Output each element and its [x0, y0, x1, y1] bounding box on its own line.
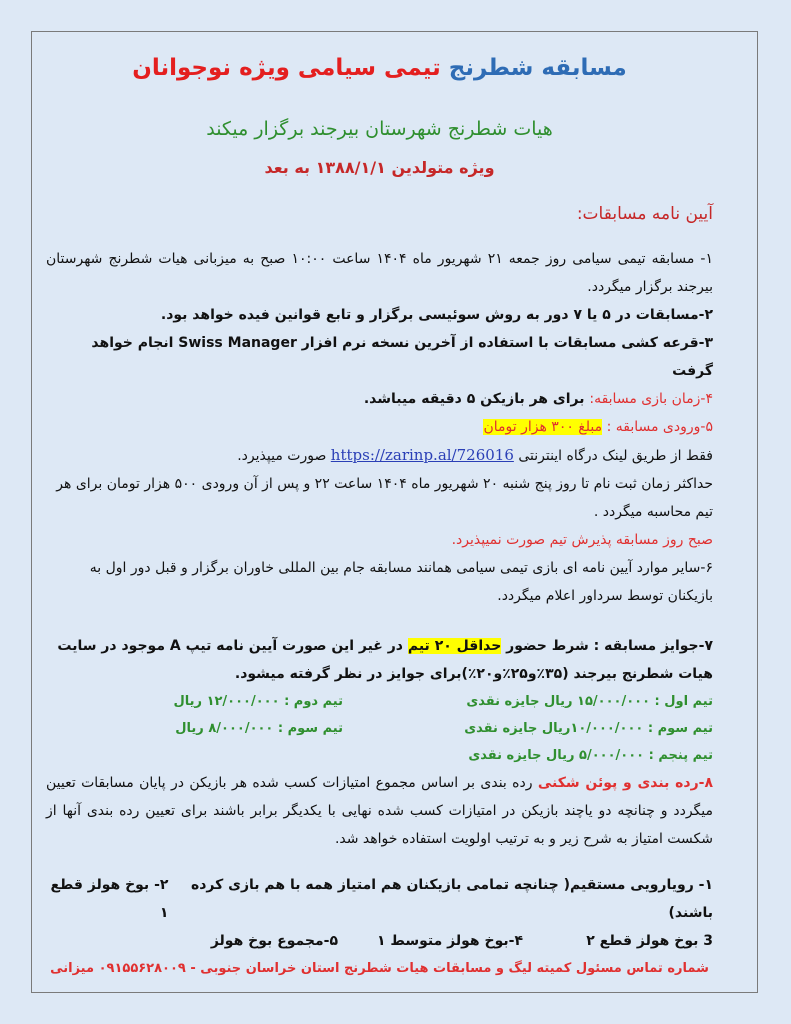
entry-fee-highlight: مبلغ ۳۰۰ هزار تومان: [483, 419, 603, 435]
payment-text-pre: فقط از طریق لینک درگاه اینترنتی: [513, 448, 713, 464]
prize-row-1: [46, 688, 713, 715]
rule-8-text: رده بندی بر اساس مجموع امتیازات کسب شده هر بازیکن در پایان مسابقات تعیین میگردد و چنانچه دو یاچند بازیکن در امتیازات کسب شده نهایی با یکدیگر برابر باشند برای تعیین رده بندی آنها از شکست امتیاز به شرح زیر و به ترتیب اولویت استفاده خواهد شد.: [46, 775, 713, 847]
rule-4-label: ۴-زمان بازی مسابقه:: [589, 391, 713, 407]
prize-row-2: [46, 715, 713, 742]
title-part-1: مسابقه شطرنج: [448, 55, 627, 81]
rules-heading: آیین نامه مسابقات:: [576, 204, 713, 224]
contact-line: شماره تماس مسئول کمیته لیگ و مسابقات هیات شطرنج استان خراسان جنوبی - ۰۹۱۵۵۶۲۸۰۰۹ میزانی: [50, 961, 709, 976]
rule-6: ۶-سایر موارد آیین نامه ای بازی تیمی سیامی همانند مسابقه جام بین المللی خاوران برگزار و قبل دور اول به بازیکنان توسط سرداور اعلام میگردد.: [89, 560, 713, 604]
rule-2: ۲-مسابقات در ۵ یا ۷ دور به روش سوئیسی برگزار و تابع قوانین فیده خواهد بود.: [160, 307, 713, 323]
born-note: ویژه متولدین ۱۳۸۸/۱/۱ به بعد: [264, 158, 495, 177]
prize-row-3: [46, 742, 713, 769]
payment-link[interactable]: https://zarinp.al/726016: [330, 446, 514, 464]
tiebreak-5: ۵-مجموع بوخ هولز: [210, 933, 338, 949]
payment-text-post: صورت میپذیرد.: [237, 448, 331, 464]
tiebreak-3: 3 بوخ هولز قطع ۲: [586, 933, 713, 949]
subtitle: هیات شطرنج شهرستان بیرجند برگزار میکند: [206, 118, 553, 140]
min-teams-highlight: حداقل ۲۰ تیم: [407, 638, 502, 654]
prize-third-b: تیم سوم : ۸/۰۰۰/۰۰۰ ریال: [175, 721, 343, 736]
prize-first: تیم اول : ۱۵/۰۰۰/۰۰۰ ریال جایزه نقدی: [466, 694, 713, 709]
tiebreak-4: ۴-بوخ هولز متوسط ۱: [376, 933, 523, 949]
tiebreak-row-1: [46, 871, 713, 927]
title-part-2: تیمی سیامی ویژه نوجوانان: [132, 55, 441, 81]
tiebreak-1: ۱- رویارویی مستقیم( چنانچه تمامی بازیکنان هم امتیاز همه با هم بازی کرده باشند): [190, 877, 713, 921]
rule-4-text: برای هر بازیکن ۵ دقیقه میباشد.: [363, 391, 590, 407]
rule-3: ۳-قرعه کشی مسابقات با استفاده از آخرین نسخه نرم افزار Swiss Manager انجام خواهد گرفت: [91, 335, 713, 379]
rule-7-pre: ۷-جوایز مسابقه : شرط حضور: [501, 638, 713, 654]
rule-5-payment: [46, 441, 713, 470]
rule-5-deadline: حداکثر زمان ثبت نام تا روز پنج شنبه ۲۰ شهریور ماه ۱۴۰۴ ساعت ۲۲ و پس از آن ورودی ۵۰۰ هزار تومان برای هر تیم محاسبه میگردد .: [56, 476, 713, 520]
rule-8-label: ۸-رده بندی و پوئن شکنی: [537, 775, 713, 791]
document-body: [46, 50, 713, 983]
prize-fifth: تیم پنجم : ۵/۰۰۰/۰۰۰ ریال جایزه نقدی: [468, 748, 713, 763]
tiebreak-2: ۲- بوخ هولز قطع ۱: [50, 877, 169, 921]
rule-5-label: ۵-ورودی مسابقه :: [602, 419, 713, 435]
prize-second: تیم دوم : ۱۲/۰۰۰/۰۰۰ ریال: [173, 694, 343, 709]
rule-7-post: در غیر این صورت آیین نامه تیپ A موجود در سایت هیات شطرنج بیرجند (۳۵٪و۲۵٪و۲۰٪)برای جوایز در نظر گرفته میشود.: [57, 638, 713, 682]
rule-4: [46, 385, 713, 413]
rule-8: [46, 769, 713, 853]
rule-5: [46, 413, 713, 441]
prize-third-a: تیم سوم : ۱۰/۰۰۰/۰۰۰ریال جایزه نقدی: [464, 721, 713, 736]
page-title: [46, 50, 713, 86]
rule-5-no-entry: صبح روز مسابقه پذیرش تیم صورت نمیپذیرد.: [451, 532, 713, 548]
tiebreak-row-2: [46, 927, 713, 955]
rule-7: [46, 632, 713, 688]
rule-1: ۱- مسابقه تیمی سیامی روز جمعه ۲۱ شهریور ماه ۱۴۰۴ ساعت ۱۰:۰۰ صبح به میزبانی هیات شطرنج شهرستان بیرجند برگزار میگردد.: [46, 251, 714, 295]
